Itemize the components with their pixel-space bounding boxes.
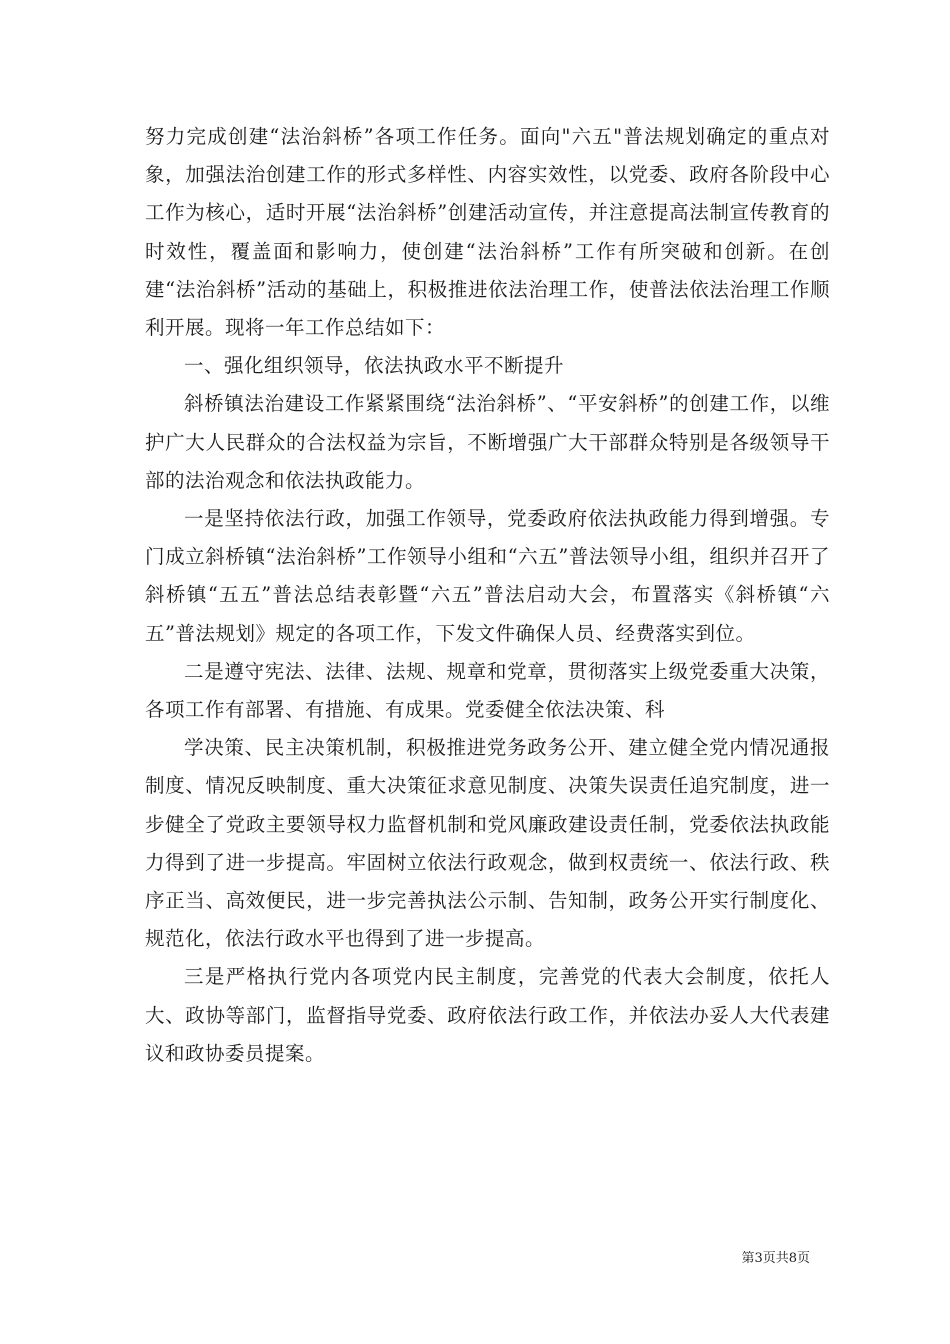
section-heading-1: 一、强化组织领导，依法执政水平不断提升	[184, 354, 565, 378]
paragraph-point-2-continued: 学决策、民主决策机制，积极推进党务政务公开、建立健全党内情况通报制度、情况反映制度、重大决策征求意见制度、决策失误责任追究制度，进一步健全了党政主要领导权力监督机制和党风廉政建设责任制，党委依法执政能力得到了进一步提高。牢固树立依法行政观念，做到权责统一、依法行政、秩序正当、高效便民，进一步完善执法公示制、告知制，政务公开实行制度化、规范化，依法行政水平也得到了进一步提高。	[145, 736, 830, 951]
paragraph-point-1: 一是坚持依法行政，加强工作领导，党委政府依法执政能力得到增强。专门成立斜桥镇“法治斜桥”工作领导小组和“六五”普法领导小组，组织并召开了斜桥镇“五五”普法总结表彰暨“六五”普法启动大会，布置落实《斜桥镇“六五”普法规划》规定的各项工作，下发文件确保人员、经费落实到位。	[145, 507, 830, 645]
page-number: 第3页共8页	[741, 1251, 810, 1266]
paragraph-point-3: 三是严格执行党内各项党内民主制度，完善党的代表大会制度，依托人大、政协等部门，监督指导党委、政府依法行政工作，并依法办妥人大代表建议和政协委员提案。	[145, 965, 830, 1065]
document-body	[145, 118, 830, 1073]
paragraph-point-2: 二是遵守宪法、法律、法规、规章和党章，贯彻落实上级党委重大决策，各项工作有部署、有措施、有成果。党委健全依法决策、科	[145, 659, 830, 722]
paragraph-intro: 努力完成创建“法治斜桥”各项工作任务。面向"六五"普法规划确定的重点对象，加强法治创建工作的形式多样性、内容实效性，以党委、政府各阶段中心工作为核心，适时开展“法治斜桥”创建活动宣传，并注意提高法制宣传教育的时效性，覆盖面和影响力，使创建“法治斜桥”工作有所突破和创新。在创建“法治斜桥”活动的基础上，积极推进依法治理工作，使普法依法治理工作顺利开展。现将一年工作总结如下：	[145, 125, 830, 340]
paragraph-section-1-overview: 斜桥镇法治建设工作紧紧围绕“法治斜桥”、“平安斜桥”的创建工作，以维护广大人民群众的合法权益为宗旨，不断增强广大干部群众特别是各级领导干部的法治观念和依法执政能力。	[145, 392, 830, 492]
